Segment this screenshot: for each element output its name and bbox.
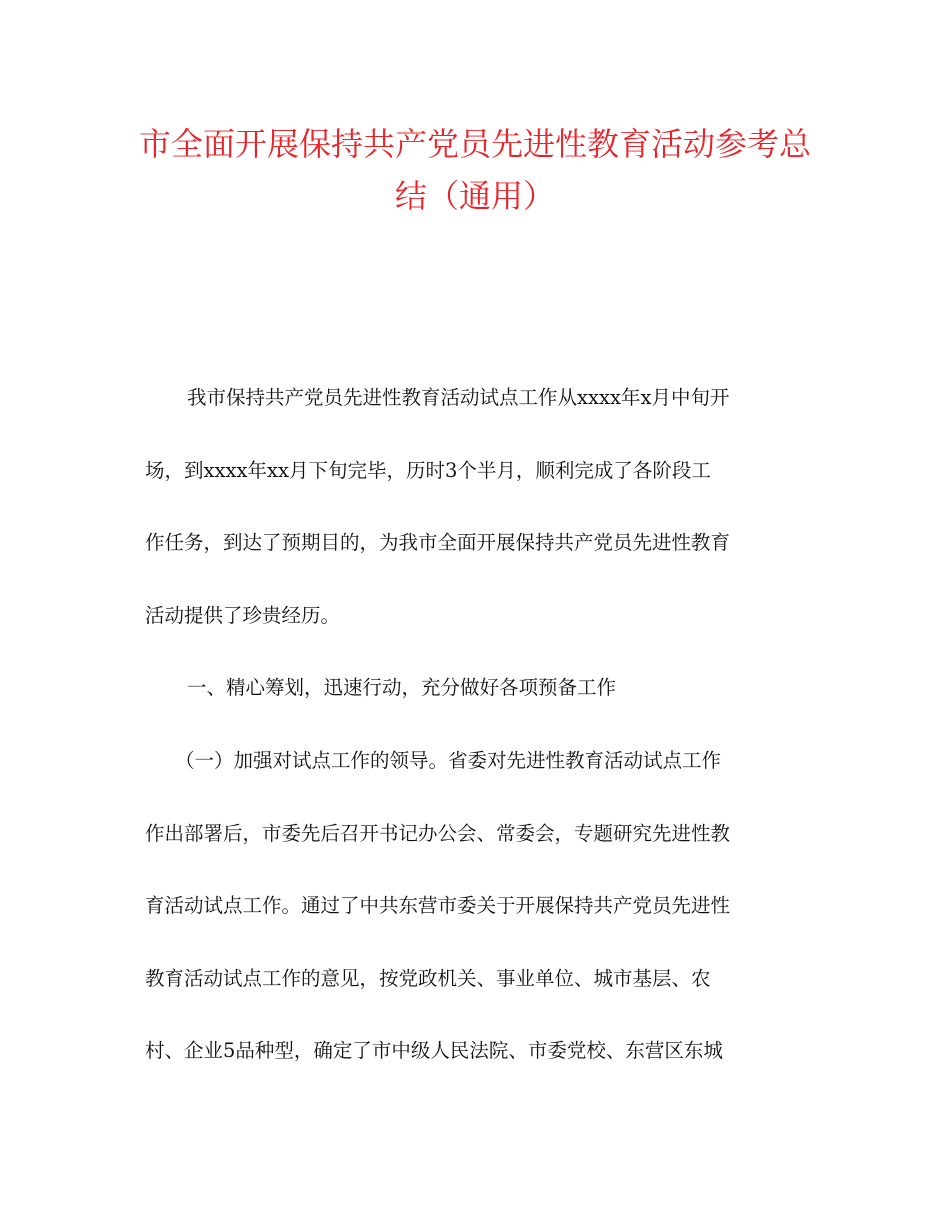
paragraph-line: 育活动试点工作。通过了中共东营市委关于开展保持共产党员先进性: [145, 894, 731, 918]
document-body: [145, 362, 805, 1088]
document-title: [120, 118, 830, 222]
section-heading: 一、精心筹划，迅速行动，充分做好各项预备工作: [187, 676, 617, 700]
title-line-1: 市全面开展保持共产党员先进性教育活动参考总: [138, 125, 811, 163]
paragraph-line: 村、企业5品种型，确定了市中级人民法院、市委党校、东营区东城: [145, 1039, 723, 1063]
paragraph-line: 我市保持共产党员先进性教育活动试点工作从xxxx年x月中旬开: [187, 386, 730, 409]
paragraph-line: 作出部署后，市委先后召开书记办公会、常委会，专题研究先进性教: [145, 821, 731, 845]
paragraph-line: 活动提供了珍贵经历。: [145, 603, 341, 627]
paragraph-line: （一）加强对试点工作的领导。省委对先进性教育活动试点工作: [175, 748, 722, 772]
paragraph-line: 场，到xxxx年xx月下旬完毕，历时3个半月，顺利完成了各阶段工: [145, 458, 711, 482]
paragraph-line: 作任务，到达了预期目的，为我市全面开展保持共产党员先进性教育: [145, 531, 731, 555]
title-line-2: 结（通用）: [394, 177, 555, 215]
paragraph-line: 教育活动试点工作的意见，按党政机关、事业单位、城市基层、农: [145, 966, 711, 990]
